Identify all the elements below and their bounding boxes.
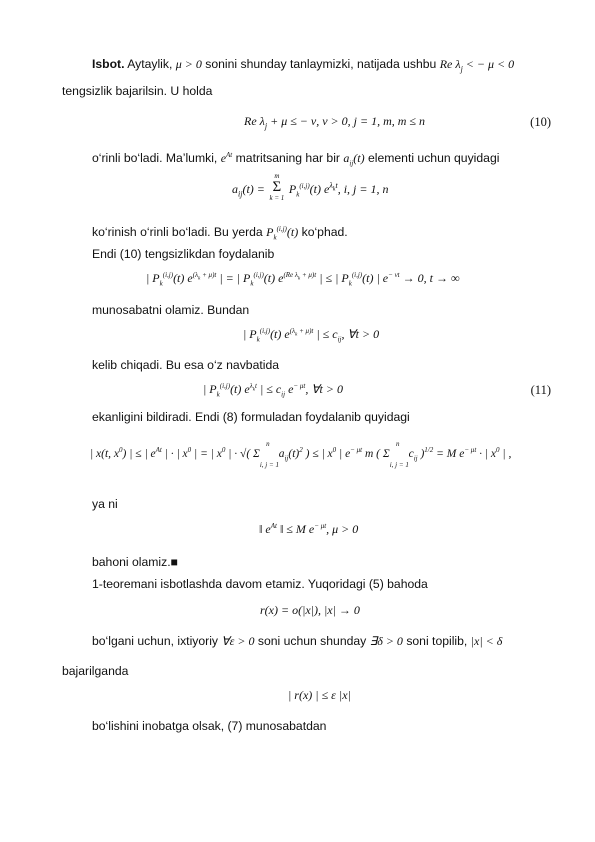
paragraph-proof-start: Isbot. Aytaylik, μ > 0 sonini shunday tanlaymizki, natijada ushbu Re $\lambda_j$ < − μ < 0 xyxy=(92,57,515,74)
paragraph-line: Endi (10) tengsizlikdan foydalanib xyxy=(92,247,275,261)
inline-math: ∃δ > 0 xyxy=(369,634,403,648)
equation-remainder-bound: | r(x) | ≤ ε |x| xyxy=(288,688,351,702)
paragraph-line: munosabatni olamiz. Bundan xyxy=(92,303,250,317)
paragraph-line: tengsizlik bajarilsin. U holda xyxy=(62,84,213,98)
paragraph-line: bo‘lgani uchun, ixtiyoriy ∀ε > 0 soni uchun shunday ∃δ > 0 soni topilib, |x| < δ xyxy=(92,634,503,648)
equation-number: (11) xyxy=(530,383,551,397)
equation-aij: $a_{ij}(t)$ = m Σ k = 1 $P_k^{(i,j)}(t)$ $e^{\lambda_kt}$, i, j = 1, n xyxy=(232,172,389,202)
paragraph-line: ya ni xyxy=(92,497,118,511)
paragraph-line: 1-teoremani isbotlashda davom etamiz. Yuqoridagi (5) bahoda xyxy=(92,577,428,591)
paragraph-line: kelib chiqadi. Bu esa o‘z navbatida xyxy=(92,358,279,372)
proof-label: Isbot. xyxy=(92,57,125,71)
inline-math: $P_k^{(i,j)}(t)$ xyxy=(266,225,299,242)
paragraph-line: bahoni olamiz.■ xyxy=(92,555,178,569)
paragraph-line: ko‘rinish o‘rinli bo‘ladi. Bu yerda $P_k^{(i,j)}(t)$ ko‘phad. xyxy=(92,225,348,242)
equation-limit: | $P_k^{(i,j)}(t)$ $e^{(\lambda_k + \mu)t}$ | = | $P_k^{(i,j)}(t)$ $e^{(Re \lambda_k + \mu)t}$ | ≤ | $P_k^{(i,j)}(t)$ | $e^{- \nu t} \to 0$, t → ∞ xyxy=(146,271,460,288)
inline-math: μ > 0 xyxy=(175,57,202,71)
paragraph-line: o‘rinli bo‘ladi. Ma’lumki, $e^{At}$ matritsaning har bir $a_{ij}(t)$ elementi uchun quyidagi xyxy=(92,151,500,168)
paragraph-line: bajarilganda xyxy=(62,664,129,678)
inline-math: $e^{At}$ xyxy=(220,151,233,165)
qed-mark: ■ xyxy=(170,555,178,569)
inline-math: $a_{ij}(t)$ xyxy=(343,151,365,168)
equation-remainder: r(x) = o(|x|), |x| → 0 xyxy=(260,603,360,617)
inline-math: |x| < δ xyxy=(470,634,503,648)
paragraph-line: ekanligini bildiradi. Endi (8) formuladan foydalanib quyidagi xyxy=(92,410,410,424)
equation-10: Re $\lambda_j + \mu$ ≤ − ν, ν > 0, j = 1, m, m ≤ n xyxy=(244,114,425,131)
equation-11: | $P_k^{(i,j)}(t)$ $e^{\lambda_kt}$ | ≤ $c_{ij}$ $e^{- \mu t}$, ∀t > 0 xyxy=(203,382,343,399)
paragraph-line: bo‘lishini inobatga olsak, (7) munosabatdan xyxy=(92,719,327,733)
inline-math: ∀ε > 0 xyxy=(221,634,255,648)
equation-norm-estimate: | x(t, $x^0$) | ≤ | $e^{At}$ | · | $x^0$ | = | $x^0$ | · √( Σ n i, j = 1 $a_{ij}(t)^2$ ) ≤ | $x^0$ | $e^{- \mu t}$ m ( Σ n i, j = 1 $c_{ij}$ )$^{1/2}$ = M $e^{- \mu t}$ · | $x^0$ | , xyxy=(90,440,512,469)
equation-bound: | $P_k^{(i,j)}(t)$ $e^{(\lambda_k + \mu)t}$ | ≤ $c_{ij}$, ∀t > 0 xyxy=(243,327,380,344)
equation-number: (10) xyxy=(530,115,551,129)
equation-matrix-exp-bound: ‖ $e^{At}$ ‖ ≤ M $e^{- \mu t}$, μ > 0 xyxy=(259,522,359,536)
inline-math: Re $\lambda_j$ < − μ < 0 xyxy=(439,57,515,74)
